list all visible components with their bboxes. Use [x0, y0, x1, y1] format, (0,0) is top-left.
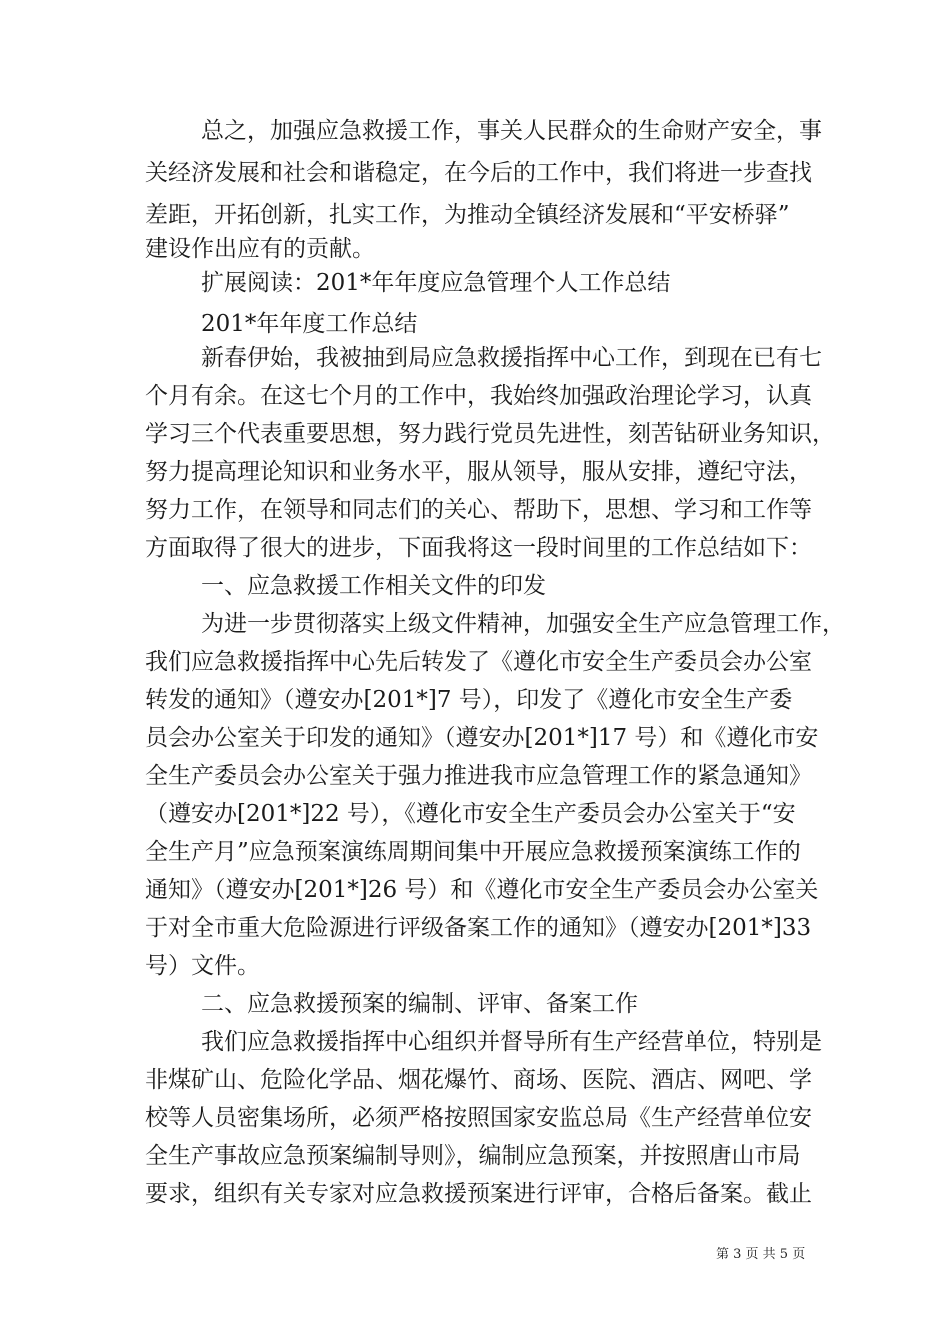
text-line: 于对全市重大危险源进行评级备案工作的通知》（遵安办[201*]33 — [145, 915, 812, 941]
text-line: 总之，加强应急救援工作，事关人民群众的生命财产安全，事 — [201, 118, 822, 144]
text-line: 努力提高理论知识和业务水平，服从领导，服从安排，遵纪守法， — [145, 459, 812, 485]
text-line: 我们应急救援指挥中心组织并督导所有生产经营单位，特别是 — [201, 1029, 822, 1055]
text-line: 全生产月”应急预案演练周期间集中开展应急救援预案演练工作的 — [145, 839, 801, 865]
text-line: 转发的通知》（遵安办[201*]7 号），印发了《遵化市安全生产委 — [145, 687, 793, 713]
text-line: 扩展阅读：201*年年度应急管理个人工作总结 — [201, 270, 671, 296]
text-line: 全生产委员会办公室关于强力推进我市应急管理工作的紧急通知》 — [145, 763, 812, 789]
page-number-footer: 第 3 页 共 5 页 — [716, 1247, 806, 1262]
text-line: 非煤矿山、危险化学品、烟花爆竹、商场、医院、酒店、网吧、学 — [145, 1067, 812, 1093]
text-line: 我们应急救援指挥中心先后转发了《遵化市安全生产委员会办公室 — [145, 649, 812, 675]
section-heading: 二、应急救援预案的编制、评审、备案工作 — [201, 991, 638, 1017]
text-line: 差距，开拓创新，扎实工作，为推动全镇经济发展和“平安桥驿” — [145, 202, 790, 228]
text-line: 校等人员密集场所，必须严格按照国家安监总局《生产经营单位安 — [145, 1105, 812, 1131]
text-line: 通知》（遵安办[201*]26 号）和《遵化市安全生产委员会办公室关 — [145, 877, 819, 903]
section-heading: 一、应急救援工作相关文件的印发 — [201, 573, 546, 599]
text-line: 个月有余。在这七个月的工作中，我始终加强政治理论学习，认真 — [145, 383, 812, 409]
text-line: 全生产事故应急预案编制导则》，编制应急预案，并按照唐山市局 — [145, 1143, 801, 1169]
text-line: 员会办公室关于印发的通知》（遵安办[201*]17 号）和《遵化市安 — [145, 725, 819, 751]
text-line: （遵安办[201*]22 号），《遵化市安全生产委员会办公室关于“安 — [145, 801, 796, 827]
text-line: 方面取得了很大的进步，下面我将这一段时间里的工作总结如下： — [145, 535, 812, 561]
text-line: 要求，组织有关专家对应急救援预案进行评审，合格后备案。截止 — [145, 1181, 812, 1207]
text-line: 为进一步贯彻落实上级文件精神，加强安全生产应急管理工作， — [201, 611, 845, 637]
text-line: 学习三个代表重要思想，努力践行党员先进性，刻苦钻研业务知识， — [145, 421, 835, 447]
text-line: 号）文件。 — [145, 953, 260, 979]
text-line: 建设作出应有的贡献。 — [145, 236, 375, 262]
text-line: 新春伊始，我被抽到局应急救援指挥中心工作，到现在已有七 — [201, 345, 822, 371]
text-line: 努力工作，在领导和同志们的关心、帮助下，思想、学习和工作等 — [145, 497, 812, 523]
text-line: 201*年年度工作总结 — [201, 311, 418, 337]
text-line: 关经济发展和社会和谐稳定，在今后的工作中，我们将进一步查找 — [145, 160, 812, 186]
